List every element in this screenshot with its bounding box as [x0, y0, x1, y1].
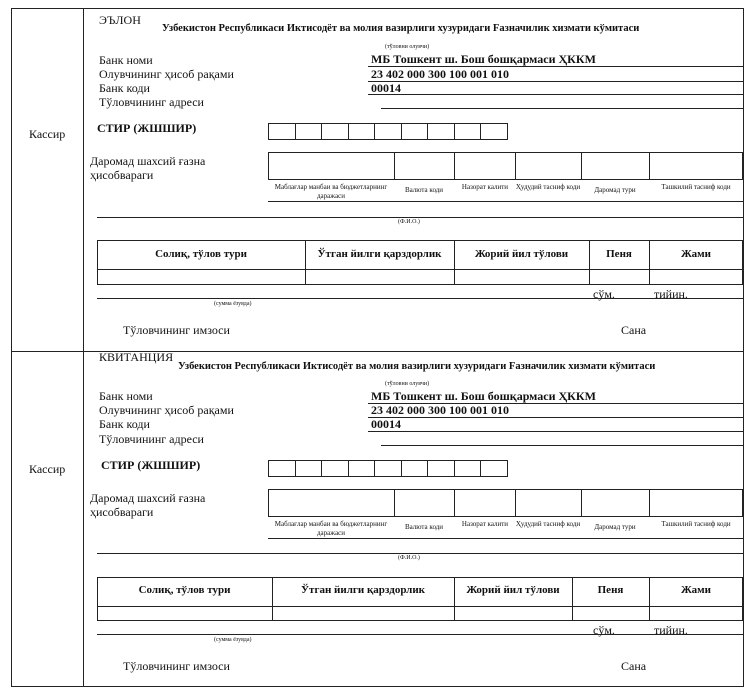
frame-bottom — [11, 686, 744, 687]
payer-address-label: Тўловчининг адреси — [99, 95, 204, 109]
treasury-header: Узбекистон Республикаси Иктисодёт ва молия вазирлиги хузуридаги Fазначилик хизмати кўмитаси — [178, 361, 656, 372]
bank-code-label: Банк коди — [99, 417, 150, 431]
sum-label: сўм. — [593, 287, 615, 301]
sum-label: сўм. — [593, 623, 615, 637]
cashier-label: Кассир — [29, 462, 66, 476]
account-line — [368, 81, 743, 82]
income-bottom-line — [268, 538, 743, 539]
income-label-2: ҳисобвараги — [90, 505, 154, 519]
payer-address-label: Тўловчининг адреси — [99, 432, 204, 446]
income-label-1: Даромад шахсий ғазна — [90, 491, 206, 505]
income-col-4: Ҳудудий тасниф коди — [515, 520, 581, 528]
income-col-2: Валюта коди — [404, 523, 444, 531]
sum-words-label: (сумма ёзувда) — [214, 637, 252, 643]
th-total: Жами — [681, 248, 711, 260]
th-total: Жами — [681, 584, 711, 596]
income-bottom-line — [268, 201, 743, 202]
income-account-box[interactable] — [268, 152, 743, 180]
payment-table-col-sep — [589, 240, 590, 285]
signature-label: Тўловчининг имзоси — [123, 659, 230, 673]
bank-code-line — [368, 431, 743, 432]
date-label: Сана — [621, 323, 647, 337]
stir-label: СТИР (ЖШШИР) — [101, 458, 201, 472]
payment-table-col-sep — [649, 577, 650, 621]
payee-note: (тўловни олувчи) — [385, 381, 430, 387]
fio-label: (Ф.И.О.) — [398, 219, 420, 225]
th-tax-type: Солиқ, тўлов тури — [155, 248, 247, 260]
fio-line — [97, 553, 743, 554]
bank-name-label: Банк номи — [99, 53, 153, 67]
income-col-2: Валюта коди — [404, 186, 444, 194]
income-account-box[interactable] — [268, 489, 743, 517]
income-col-5: Даромад тури — [594, 186, 636, 194]
stir-label: СТИР (ЖШШИР) — [97, 121, 197, 135]
bank-name-label: Банк номи — [99, 389, 153, 403]
income-col-sep — [515, 152, 516, 180]
frame-top — [11, 8, 744, 9]
th-penalty: Пеня — [606, 248, 632, 260]
payment-table-col-sep — [454, 240, 455, 285]
income-col-sep — [581, 152, 582, 180]
account-value: 23 402 000 300 100 001 010 — [371, 67, 509, 81]
account-label: Олувчининг ҳисоб рақами — [99, 403, 234, 417]
income-col-sep — [515, 489, 516, 517]
payer-address-line — [381, 108, 743, 109]
income-col-5: Даромад тури — [594, 523, 636, 531]
payee-note: (тўловни олувчи) — [385, 44, 430, 50]
bank-name-value: МБ Тошкент ш. Бош бошқармаси ҲККМ — [371, 52, 596, 66]
cashier-divider — [83, 8, 84, 686]
treasury-header: Узбекистон Республикаси Иктисодёт ва молия вазирлиги хузуридаги Fазначилик хизмати кўмитаси — [162, 23, 640, 34]
income-col-1: Маблағлар манбаи ва бюджетларнинг даражаси — [274, 520, 388, 537]
cashier-label: Кассир — [29, 127, 66, 141]
income-col-sep — [394, 489, 395, 517]
tiyin-label: тийин. — [654, 623, 688, 637]
account-value: 23 402 000 300 100 001 010 — [371, 403, 509, 417]
account-line — [368, 417, 743, 418]
account-label: Олувчининг ҳисоб рақами — [99, 67, 234, 81]
bank-code-label: Банк коди — [99, 81, 150, 95]
income-col-sep — [649, 489, 650, 517]
bank-code-value: 00014 — [371, 81, 401, 95]
th-past-debt: Ўтган йилги қарздорлик — [317, 248, 442, 260]
income-col-sep — [454, 152, 455, 180]
income-col-4: Ҳудудий тасниф коди — [515, 183, 581, 191]
th-penalty: Пеня — [597, 584, 624, 596]
frame-right — [743, 8, 744, 686]
stir-cells[interactable] — [268, 123, 508, 140]
bank-name-value: МБ Тошкент ш. Бош бошқармаси ҲККМ — [371, 389, 596, 403]
th-past-debt: Ўтган йилги қарздорлик — [300, 584, 426, 596]
bank-code-line — [368, 94, 743, 95]
income-col-6: Ташкилий тасниф коди — [661, 183, 731, 191]
date-label: Сана — [621, 659, 647, 673]
payment-table-col-sep — [454, 577, 455, 621]
th-tax-type: Солиқ, тўлов тури — [138, 584, 231, 596]
sum-words-line — [97, 298, 743, 299]
income-col-sep — [454, 489, 455, 517]
income-col-sep — [394, 152, 395, 180]
income-col-3: Назорат калити — [461, 520, 509, 528]
section-type-label: ЭЪЛОН — [99, 13, 141, 27]
payment-table-col-sep — [305, 240, 306, 285]
payment-table — [97, 240, 743, 285]
signature-label: Тўловчининг имзоси — [123, 323, 230, 337]
th-current-payment: Жорий йил тўлови — [474, 248, 569, 260]
payment-table-col-sep — [272, 577, 273, 621]
payment-table-col-sep — [649, 240, 650, 285]
payment-table-row-sep — [97, 269, 743, 270]
tiyin-label: тийин. — [654, 287, 688, 301]
income-col-sep — [649, 152, 650, 180]
stir-cells[interactable] — [268, 460, 508, 477]
payment-table-row-sep — [97, 606, 743, 607]
income-col-sep — [581, 489, 582, 517]
income-col-3: Назорат калити — [461, 183, 509, 191]
bank-code-value: 00014 — [371, 417, 401, 431]
income-col-6: Ташкилий тасниф коди — [661, 520, 731, 528]
frame-left — [11, 8, 12, 686]
sum-words-label: (сумма ёзувда) — [214, 301, 252, 307]
income-label-2: ҳисобвараги — [90, 168, 154, 182]
fio-line — [97, 217, 743, 218]
sum-words-line — [97, 634, 743, 635]
payer-address-line — [381, 445, 743, 446]
fio-label: (Ф.И.О.) — [398, 555, 420, 561]
payment-table-col-sep — [572, 577, 573, 621]
income-label-1: Даромад шахсий ғазна — [90, 154, 206, 168]
income-col-1: Маблағлар манбаи ва бюджетларнинг даражаси — [274, 183, 388, 200]
th-current-payment: Жорий йил тўлови — [466, 584, 560, 596]
section-type-label: КВИТАНЦИЯ — [99, 350, 174, 364]
